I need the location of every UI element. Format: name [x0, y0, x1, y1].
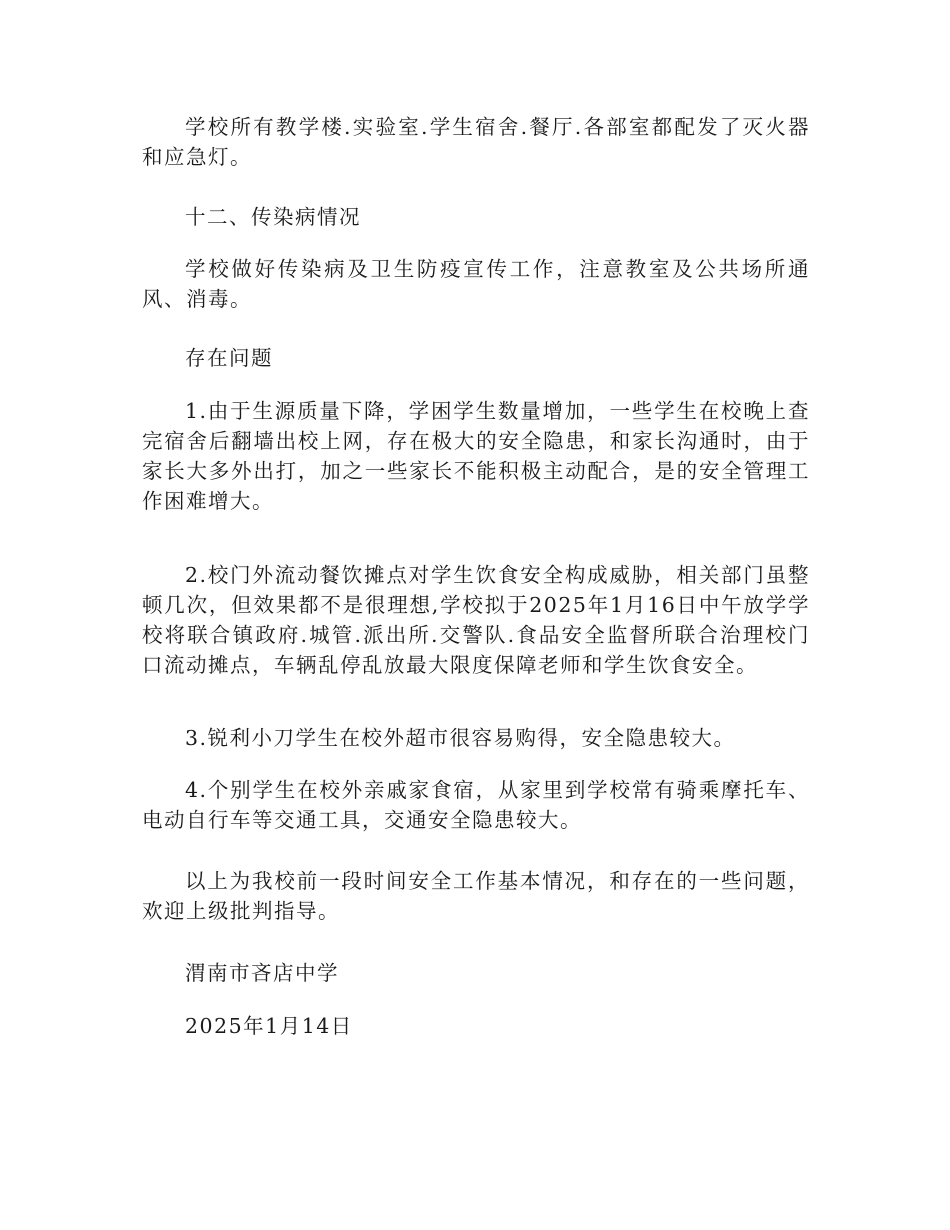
paragraph-problem-2: 2.校门外流动餐饮摊点对学生饮食安全构成威胁，相关部门虽整顿几次，但效果都不是很理想,学校拟于2025年1月16日中午放学学校将联合镇政府.城管.派出所.交警队.食品安全监督所联合治理校门口流动摊点，车辆乱停乱放最大限度保障老师和学生饮食安全。 — [142, 563, 810, 677]
section-heading-infectious-disease: 十二、传染病情况 — [185, 205, 361, 229]
paragraph-disease-prevention: 学校做好传染病及卫生防疫宣传工作，注意教室及公共场所通风、消毒。 — [142, 257, 810, 311]
paragraph-fire-equipment: 学校所有教学楼.实验室.学生宿舍.餐厅.各部室都配发了灭火器和应急灯。 — [142, 115, 810, 169]
signature-school-name: 渭南市吝店中学 — [185, 961, 339, 985]
paragraph-problem-1: 1.由于生源质量下降，学困学生数量增加，一些学生在校晚上查完宿舍后翻墙出校上网，存在极大的安全隐患，和家长沟通时，由于家长大多外出打，加之一些家长不能积极主动配合，是的安全管理工作困难增大。 — [142, 399, 810, 513]
paragraph-conclusion: 以上为我校前一段时间安全工作基本情况，和存在的一些问题，欢迎上级批判指导。 — [142, 869, 810, 923]
section-heading-existing-problems: 存在问题 — [185, 346, 273, 370]
paragraph-problem-4: 4.个别学生在校外亲戚家食宿，从家里到学校常有骑乘摩托车、电动自行车等交通工具，交通安全隐患较大。 — [142, 778, 810, 832]
paragraph-problem-3: 3.锐利小刀学生在校外超市很容易购得，安全隐患较大。 — [185, 726, 736, 750]
signature-date: 2025年1月14日 — [185, 1014, 353, 1038]
